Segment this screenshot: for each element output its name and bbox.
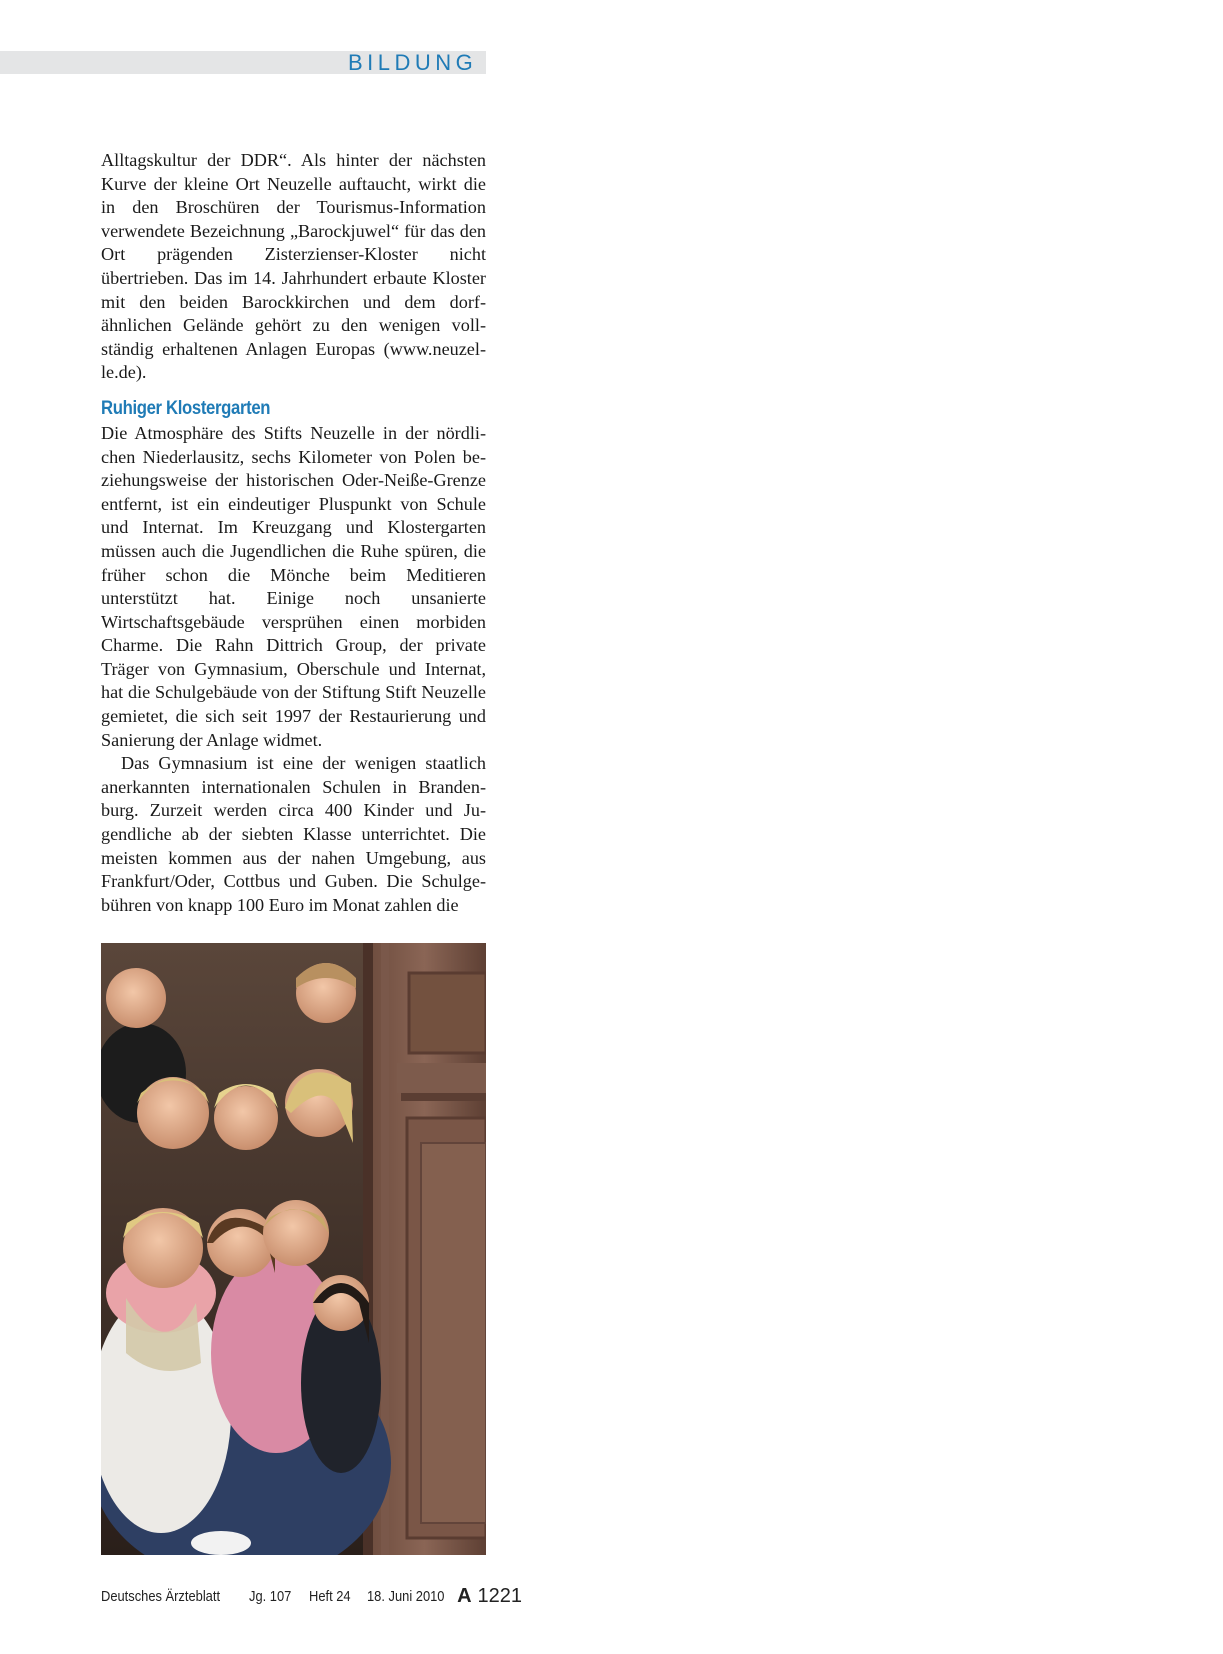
footer-page-prefix: A (457, 1584, 472, 1607)
footer-page (457, 1585, 522, 1608)
footer-issue: Heft 24 (308, 1587, 351, 1605)
footer-journal: Deutsches Ärzteblatt (101, 1587, 221, 1605)
page-footer (101, 1583, 523, 1609)
footer-date: 18. Juni 2010 (367, 1587, 445, 1605)
article-subheading: Ruhiger Klostergarten (101, 397, 271, 419)
article-photo (101, 943, 486, 1555)
article-paragraph: Alltagskultur der DDR“. Als hinter der nächsten Kurve der kleine Ort Neuzelle auftaucht, wirkt die in den Broschüren der Tourismus-Information verwendete Bezeichnung „Barockjuwel“ für das den Ort prägenden Zisterzienser-Kloster nicht übertrieben. Das im 14. Jahrhundert erbaute Kloster mit den beiden Barockkirchen und dem dorfähnlichen Gelände gehört zu den wenigen vollständig erhaltenen Anlagen Europas (www.neuzelle.de). (101, 150, 486, 383)
footer-volume: Jg. 107 (249, 1587, 292, 1605)
section-label: BILDUNG (348, 50, 478, 75)
article-column (101, 149, 486, 917)
footer-page-number: 1221 (477, 1584, 523, 1607)
article-paragraph: Die Atmosphäre des Stifts Neuzelle in der nördlichen Niederlausitz, sechs Kilometer von Polen beziehungsweise der historischen Oder-Neiße-Grenze entfernt, ist ein eindeutiger Pluspunkt von Schule und Internat. Im Kreuzgang und Klostergarten müssen auch die Jugendlichen die Ruhe spüren, die früher schon die Mönche beim Meditieren unterstützt hat. Einige noch unsanierte Wirtschaftsgebäude versprühen einen morbiden Charme. Die Rahn Dittrich Group, der private Träger von Gymnasium, Oberschule und Internat, hat die Schulgebäude von der Stiftung Stift Neuzelle gemietet, die sich seit 1997 der Restaurierung und Sanierung der Anlage widmet. (101, 422, 486, 750)
article-paragraph: Das Gymnasium ist eine der wenigen staatlich anerkannten internationalen Schulen in Brandenburg. Zurzeit werden circa 400 Kinder und Jugendliche ab der siebten Klasse unterrichtet. Die meisten kommen aus der nahen Umgebung, aus Frankfurt/Oder, Cottbus und Guben. Die Schulgebühren von knapp 100 Euro im Monat zahlen die (101, 753, 486, 915)
